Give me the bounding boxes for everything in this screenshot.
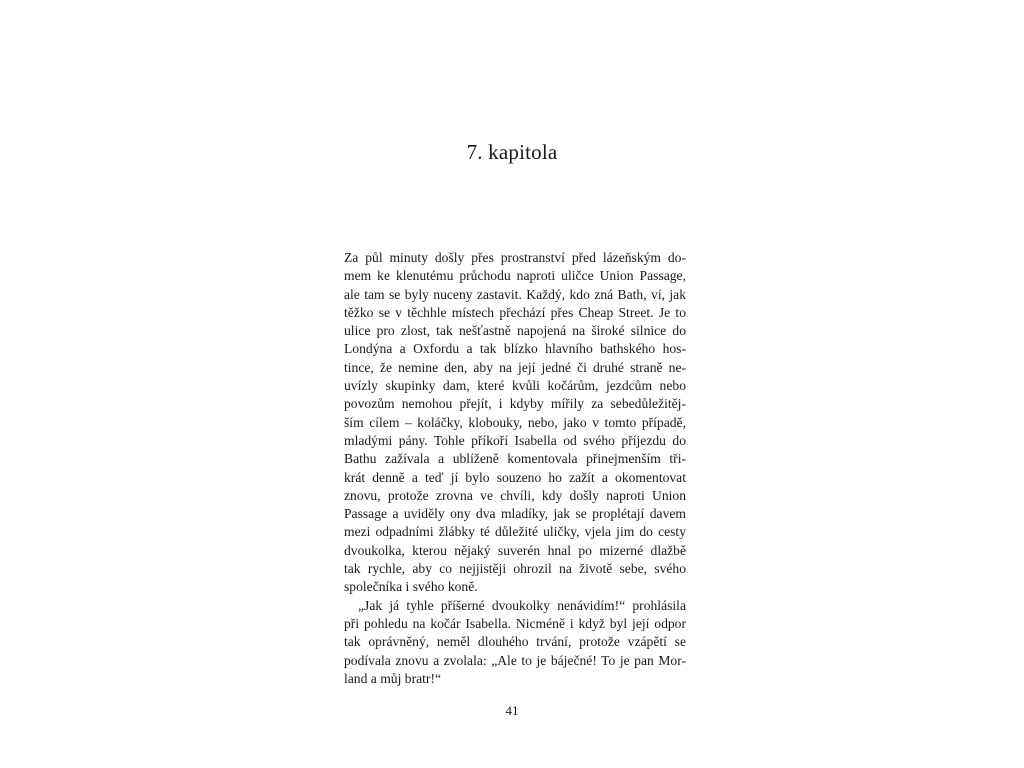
text-line: podívala znovu a zvolala: „Ale to je báječné! To je pan Mor- [344,652,686,668]
body-text [344,249,686,688]
chapter-title: 7. kapitola [466,140,558,164]
text-line: krát denně a teď jí bylo souzeno ho zažít a okomentovat [344,469,686,485]
text-line: Bathu zažívala a ublíženě komentovala přinejmenším tři- [344,451,686,467]
text-line: land a můj bratr!“ [344,670,442,686]
text-line: mezi odpadními žlábky té důležité uličky, vjela jim do cesty [344,524,686,540]
paragraph [344,249,686,597]
text-line: uvízly skupinky dam, které kvůli kočárům, jezdcům nebo [344,378,686,394]
text-line: tak oprávněný, neměl dlouhého trvání, protože vzápětí se [344,634,686,650]
text-line: „Jak já tyhle příšerné dvoukolky nenávidím!“ prohlásila [358,597,686,613]
text-line: Passage a uviděly ony dva mladíky, jak se proplétají davem [344,506,686,522]
text-line: ším cílem – koláčky, klobouky, nebo, jako v tomto případě, [344,414,686,430]
text-line: ale tam se byly nuceny zastavit. Každý, kdo zná Bath, ví, jak [344,286,686,302]
text-line: ulice pro zlost, tak nešťastně napojená na široké silnice do [344,323,686,339]
page-number: 41 [505,703,519,718]
text-line: při pohledu na kočár Isabella. Nicméně i když byl její odpor [344,615,686,631]
text-line: tince, že nemine den, aby na její jedné či druhé straně ne- [344,359,686,375]
text-line: Za půl minuty došly přes prostranství před lázeňským do- [344,250,686,265]
text-line: společníka i svého koně. [344,579,478,595]
paragraph [344,597,686,688]
text-line: těžko se v těchhle místech přechází přes Cheap Street. Je to [344,304,686,320]
text-line: dvoukolka, kterou nějaký suverén hnal po mizerné dlažbě [344,542,686,558]
text-line: tak rychle, aby co nejjistěji ohrozil na životě sebe, svého [344,561,686,577]
text-line: mladými pány. Tohle příkoří Isabella od svého příjezdu do [344,432,686,448]
text-line: povozům nemohou přejít, i kdyby mířily za sebedůležitěj- [344,396,686,412]
text-line: Londýna a Oxfordu a tak blízko hlavního bathského hos- [344,341,686,357]
text-line: znovu, protože zrovna ve chvíli, kdy došly naproti Union [344,487,686,503]
text-line: mem ke klenutému průchodu naproti uličce Union Passage, [344,268,686,284]
